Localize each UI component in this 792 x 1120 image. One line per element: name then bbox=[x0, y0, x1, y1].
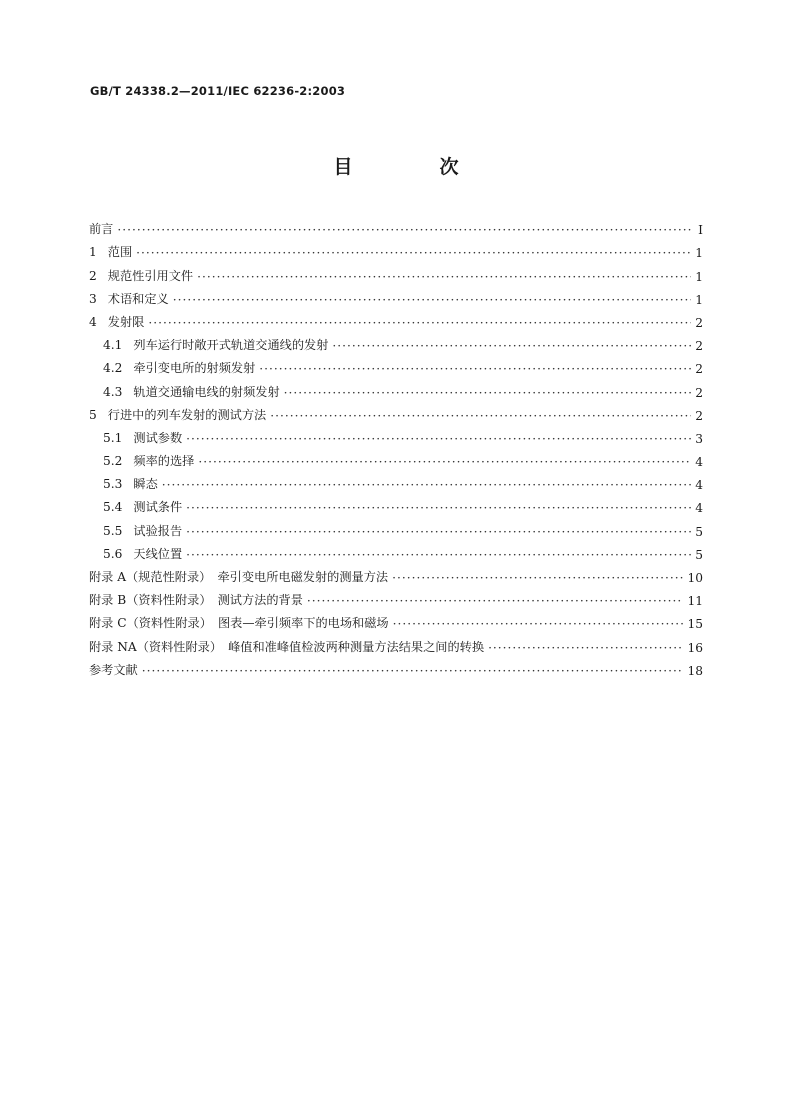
toc-entry-page: 18 bbox=[687, 663, 703, 678]
toc-entry-number: 1 bbox=[89, 245, 97, 260]
dot-leader bbox=[136, 246, 691, 260]
toc-entry-label bbox=[89, 290, 169, 307]
dot-leader bbox=[259, 362, 691, 376]
toc-entry[interactable] bbox=[89, 469, 703, 492]
toc-entry-number: 5.5 bbox=[103, 523, 123, 538]
toc-entry-page: 3 bbox=[695, 431, 703, 446]
toc-entry-page: 16 bbox=[687, 640, 703, 655]
toc-entry[interactable] bbox=[89, 330, 703, 353]
toc-entry-page: 4 bbox=[695, 455, 703, 470]
toc-entry[interactable] bbox=[89, 400, 703, 423]
toc-entry-text: 附录 C（资料性附录） 图表—牵引频率下的电场和磁场 bbox=[89, 616, 389, 631]
dot-leader bbox=[392, 571, 683, 585]
toc-entry-label bbox=[103, 336, 328, 353]
toc-entry-page: 5 bbox=[695, 547, 703, 562]
toc-entry-number: 5.2 bbox=[103, 454, 123, 469]
toc-entry-text: 附录 NA（资料性附录） 峰值和准峰值检波两种测量方法结果之间的转换 bbox=[89, 639, 485, 654]
toc-entry-label bbox=[103, 522, 182, 539]
toc-entry-page: 1 bbox=[695, 269, 703, 284]
dot-leader bbox=[307, 594, 684, 608]
dot-leader bbox=[117, 223, 691, 237]
toc-entry-label bbox=[89, 661, 138, 678]
toc-entry-label bbox=[89, 591, 303, 608]
dot-leader bbox=[148, 316, 691, 330]
dot-leader bbox=[186, 501, 691, 515]
toc-entry-label bbox=[89, 568, 388, 585]
toc-entry-page: 10 bbox=[687, 571, 703, 585]
toc-entry-label bbox=[89, 638, 484, 655]
toc-entry-text: 附录 A（规范性附录） 牵引变电所电磁发射的测量方法 bbox=[89, 570, 389, 584]
toc-entry-number: 4 bbox=[89, 314, 97, 329]
toc-entry-text: 列车运行时敞开式轨道交通线的发射 bbox=[133, 338, 329, 353]
dot-leader bbox=[198, 455, 691, 469]
toc-entry-text: 范围 bbox=[107, 245, 133, 260]
toc-entry-label bbox=[89, 220, 113, 237]
toc-entry-label bbox=[89, 313, 144, 330]
toc-entry[interactable] bbox=[89, 585, 703, 608]
toc-entry[interactable] bbox=[89, 376, 703, 399]
dot-leader bbox=[393, 617, 684, 631]
toc-entry-number: 5.1 bbox=[103, 430, 123, 445]
toc-entry-page: 2 bbox=[695, 339, 703, 354]
toc-entry[interactable] bbox=[89, 446, 703, 469]
toc-entry-label bbox=[103, 452, 194, 469]
dot-leader bbox=[186, 432, 691, 446]
toc-entry-label bbox=[103, 475, 158, 492]
toc-entry-number: 5.4 bbox=[103, 500, 123, 515]
toc-entry-text: 轨道交通输电线的射频发射 bbox=[133, 384, 280, 399]
toc-entry-label bbox=[103, 498, 182, 515]
toc-entry-page: 1 bbox=[695, 246, 703, 261]
toc-entry-number: 5.6 bbox=[103, 546, 123, 561]
toc-entry[interactable] bbox=[89, 214, 703, 237]
dot-leader bbox=[186, 525, 691, 539]
toc-entry[interactable] bbox=[89, 237, 703, 260]
table-of-contents bbox=[89, 214, 703, 678]
toc-entry-label bbox=[89, 406, 266, 423]
toc-entry-text: 术语和定义 bbox=[107, 291, 169, 306]
toc-entry-text: 测试条件 bbox=[133, 500, 183, 515]
toc-entry[interactable] bbox=[89, 608, 703, 631]
toc-entry-label bbox=[89, 267, 193, 284]
toc-entry[interactable] bbox=[89, 562, 703, 585]
toc-entry-label bbox=[89, 614, 389, 631]
dot-leader bbox=[270, 409, 691, 423]
toc-entry-label bbox=[89, 243, 132, 260]
toc-entry-number: 3 bbox=[89, 291, 97, 306]
toc-entry-text: 牵引变电所的射频发射 bbox=[133, 361, 256, 376]
toc-entry[interactable] bbox=[89, 307, 703, 330]
toc-entry-text: 频率的选择 bbox=[133, 454, 195, 469]
toc-entry[interactable] bbox=[89, 539, 703, 562]
dot-leader bbox=[142, 664, 684, 678]
toc-entry-page: 2 bbox=[695, 385, 703, 400]
toc-entry[interactable] bbox=[89, 492, 703, 515]
toc-entry[interactable] bbox=[89, 284, 703, 307]
dot-leader bbox=[197, 270, 691, 284]
toc-entry-text: 前言 bbox=[89, 222, 114, 237]
toc-entry-number: 2 bbox=[89, 268, 97, 283]
toc-entry-number: 5 bbox=[89, 407, 97, 422]
toc-entry-page: 2 bbox=[695, 362, 703, 377]
toc-entry-page: Ⅰ bbox=[698, 223, 703, 238]
toc-entry-page: 2 bbox=[695, 315, 703, 330]
toc-entry-text: 规范性引用文件 bbox=[107, 268, 194, 283]
toc-entry-page: 5 bbox=[695, 524, 703, 539]
toc-entry[interactable] bbox=[89, 423, 703, 446]
toc-entry[interactable] bbox=[89, 655, 703, 678]
toc-entry[interactable] bbox=[89, 515, 703, 538]
standard-number: GB/T 24338.2—2011/IEC 62236-2:2003 bbox=[90, 84, 346, 98]
toc-title: 目 次 bbox=[333, 156, 493, 178]
toc-entry-text: 试验报告 bbox=[133, 523, 183, 538]
toc-entry-text: 参考文献 bbox=[89, 662, 138, 677]
toc-entry-text: 瞬态 bbox=[133, 477, 158, 492]
dot-leader bbox=[488, 641, 683, 655]
dot-leader bbox=[173, 293, 691, 307]
toc-entry-text: 天线位置 bbox=[133, 546, 183, 561]
dot-leader bbox=[284, 386, 691, 400]
toc-entry-number: 4.1 bbox=[103, 338, 123, 353]
toc-entry-page: 4 bbox=[695, 478, 703, 493]
toc-entry-number: 4.3 bbox=[103, 384, 123, 399]
toc-entry-page: 2 bbox=[695, 408, 703, 423]
toc-entry-text: 附录 B（资料性附录） 测试方法的背景 bbox=[89, 593, 303, 608]
dot-leader bbox=[332, 339, 691, 353]
toc-entry-page: 4 bbox=[695, 501, 703, 516]
toc-entry-text: 行进中的列车发射的测试方法 bbox=[107, 407, 267, 422]
dot-leader bbox=[162, 478, 691, 492]
toc-entry-label bbox=[103, 383, 280, 400]
toc-entry-page: 15 bbox=[687, 617, 703, 632]
toc-entry[interactable] bbox=[89, 353, 703, 376]
toc-entry-text: 发射限 bbox=[107, 314, 145, 329]
toc-entry-page: 1 bbox=[695, 292, 703, 307]
toc-entry-label bbox=[103, 429, 182, 446]
toc-entry-label bbox=[103, 545, 182, 562]
toc-entry-text: 测试参数 bbox=[133, 430, 183, 445]
toc-entry[interactable] bbox=[89, 260, 703, 283]
toc-entry-number: 4.2 bbox=[103, 361, 123, 376]
toc-entry-label bbox=[103, 359, 255, 376]
dot-leader bbox=[186, 548, 691, 562]
toc-entry-page: 11 bbox=[687, 594, 703, 609]
toc-entry-number: 5.3 bbox=[103, 477, 123, 492]
toc-entry[interactable] bbox=[89, 631, 703, 654]
